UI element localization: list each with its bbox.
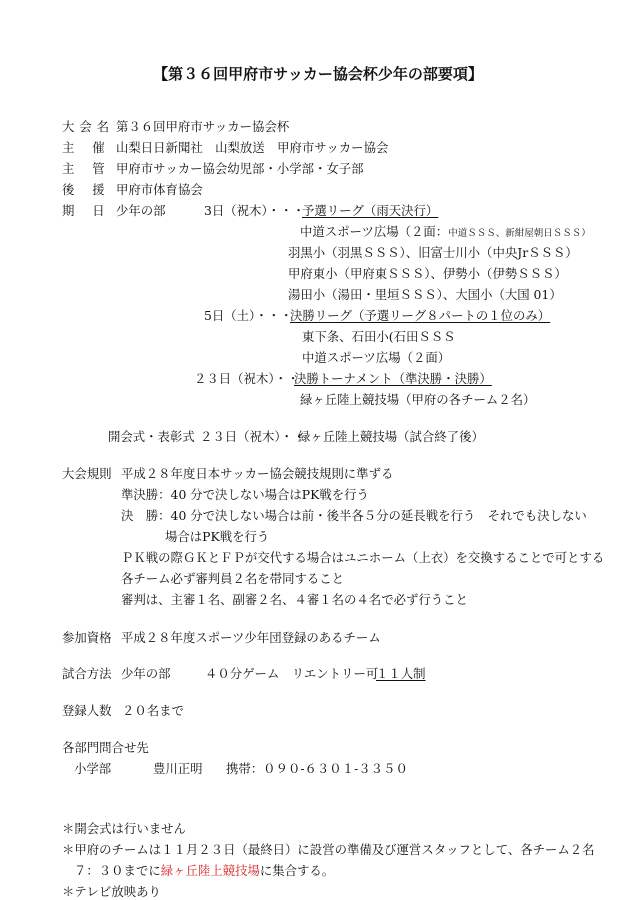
rules-line-6: 各チーム必ず審判員２名を帯同すること: [121, 571, 345, 586]
match-category: 少年の部: [121, 666, 171, 681]
day1-event: 予選リーグ（雨天決行）: [302, 203, 439, 218]
ceremony-date: ２３日（祝木）・・: [200, 429, 306, 444]
rules-line-3: 決 勝：40 分で決しない場合は前・後半各５分の延長戦を行う それでも決しない: [121, 508, 587, 523]
registration-value: ２０名まで: [122, 703, 184, 718]
contact-name: 豊川正明: [153, 761, 203, 776]
day3-date: ２３日（祝木）・・: [194, 371, 300, 386]
period-label: 期 日: [62, 203, 106, 218]
day3-event: 決勝トーナメント（準決勝・決勝）: [294, 371, 492, 386]
rules-line-2: 準決勝：40 分で決しない場合はPK戦を行う: [121, 487, 369, 502]
venue-line-6: 中道スポーツ広場（２面）: [302, 350, 451, 365]
match-label: 試合方法: [62, 666, 112, 681]
ceremony-venue: 緑ヶ丘陸上競技場（試合終了後）: [298, 429, 484, 444]
rules-line-7: 審判は、主審１名、副審２名、４審１名の４名で必ず行うこと: [121, 592, 468, 607]
rules-line-5: ＰＫ戦の際ＧＫとＦＰが交代する場合はユニホーム（上衣）を交換することで可とする: [121, 550, 605, 565]
day1-date: 3日（祝木）・・・: [204, 203, 305, 218]
venue-line-4: 湯田小（湯田・里垣ＳＳＳ）、大国小（大国 01）: [288, 287, 562, 302]
note-3-time: ７：３０までに: [74, 863, 161, 878]
rules-label: 大会規則: [62, 466, 112, 481]
note-1: ＊開会式は行いません: [62, 821, 186, 836]
rules-line-4: 場合はPK戦を行う: [165, 529, 270, 544]
venue-1-main: 中道スポーツ広場（２面：: [300, 224, 449, 239]
period-category: 少年の部: [116, 203, 166, 218]
info-value-tournament-name: 第３６回甲府市サッカー協会杯: [116, 119, 290, 134]
info-label-organizer: 主 催: [62, 140, 106, 155]
rules-line-1: 平成２８年度日本サッカー協会競技規則に準ずる: [121, 466, 394, 481]
venue-line-3: 甲府東小（甲府東ＳＳＳ）、伊勢小（伊勢ＳＳＳ）: [288, 266, 567, 281]
ceremony-label: 開会式・表彰式: [108, 429, 195, 444]
info-value-management: 甲府市サッカー協会幼児部・小学部・女子部: [116, 161, 364, 176]
day2-event: 決勝リーグ（予選リーグ８パートの１位のみ）: [290, 308, 551, 323]
contact-phone: 携帯：０９０-６３０１-３３５０: [226, 761, 408, 776]
venue-1-small: 中道ＳＳＳ、新紺屋朝日ＳＳＳ）: [448, 228, 591, 239]
note-3-venue: 緑ヶ丘陸上競技場: [160, 863, 260, 878]
contact-dept: 小学部: [74, 761, 112, 776]
note-4: ＊テレビ放映あり: [62, 884, 161, 899]
venue-line-2: 羽黒小（羽黒ＳＳＳ）、旧富士川小（中央JrＳＳＳ）: [288, 245, 578, 260]
note-2: ＊甲府のチームは１１月２３日（最終日）に設営の準備及び運営スタッフとして、各チーム２名: [62, 842, 595, 857]
venue-line-7: 緑ヶ丘陸上競技場（甲府の各チーム２名）: [300, 392, 536, 407]
venue-line-5: 東下条、石田小(石田ＳＳＳ: [302, 329, 456, 344]
info-label-management: 主 管: [62, 161, 106, 176]
note-3-tail: に集合する。: [259, 863, 335, 878]
eligibility-label: 参加資格: [62, 630, 112, 645]
info-label-sponsor: 後 援: [62, 182, 106, 197]
info-label-tournament-name: 大 会 名: [62, 119, 110, 134]
registration-label: 登録人数: [62, 703, 112, 718]
note-3: [74, 863, 334, 879]
match-format: ４０分ゲーム リエントリー可: [205, 666, 379, 681]
venue-line-1: [300, 224, 591, 242]
info-value-sponsor: 甲府市体育協会: [116, 182, 203, 197]
eligibility-value: 平成２８年度スポーツ少年団登録のあるチーム: [121, 630, 381, 645]
day2-date: 5日（土）・・・: [204, 308, 293, 323]
info-value-organizer: 山梨日日新聞社 山梨放送 甲府市サッカー協会: [116, 140, 389, 155]
match-players: １１人制: [376, 666, 426, 681]
page-title: 【第３６回甲府市サッカー協会杯少年の部要項】: [153, 65, 483, 83]
contact-label: 各部門問合せ先: [62, 740, 149, 755]
